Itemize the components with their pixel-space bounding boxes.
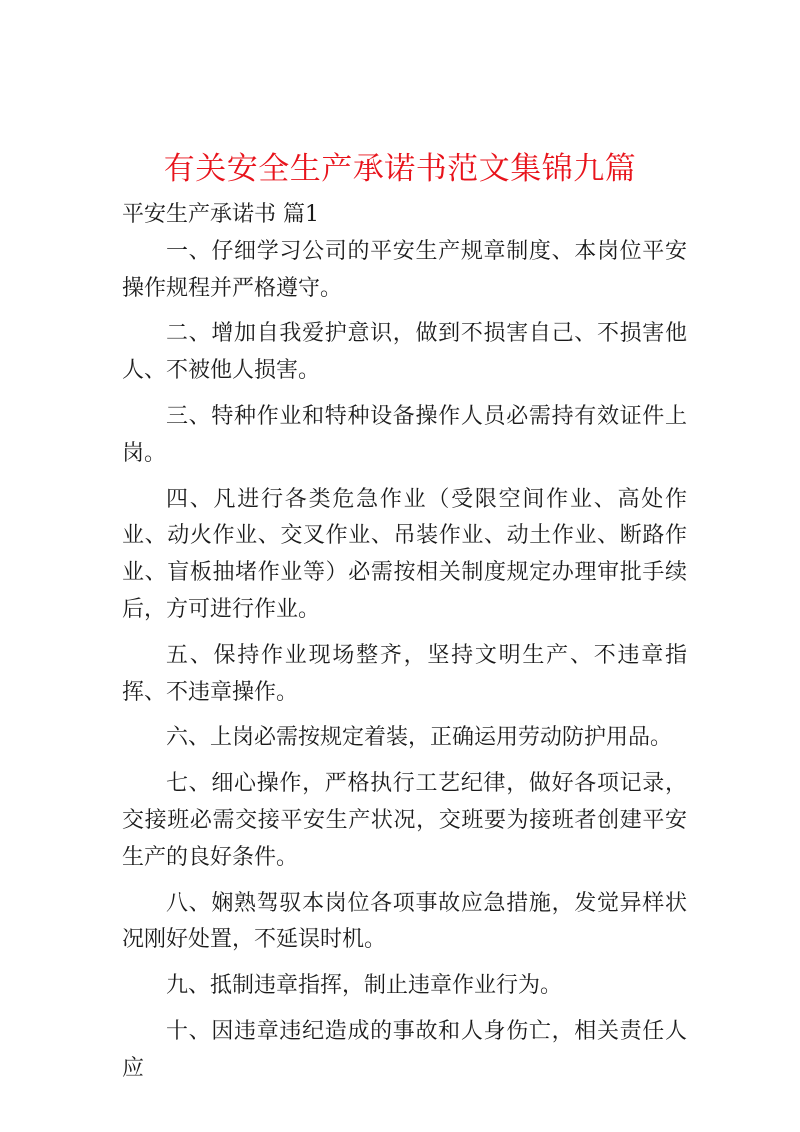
paragraph-10: 十、因违章违纪造成的事故和人身伤亡，相关责任人应 — [122, 1018, 687, 1081]
paragraph-1: 一、仔细学习公司的平安生产规章制度、本岗位平安操作规程并严格遵守。 — [122, 238, 687, 301]
paragraph-7: 七、细心操作，严格执行工艺纪律，做好各项记录，交接班必需交接平安生产状况，交班要为接班者创建平安生产的良好条件。 — [122, 771, 687, 870]
paragraph-9: 九、抵制违章指挥，制止违章作业行为。 — [166, 973, 563, 999]
paragraph-3: 三、特种作业和特种设备操作人员必需持有效证件上岗。 — [122, 403, 687, 466]
section-heading: 平安生产承诺书 篇1 — [122, 202, 319, 227]
paragraph-6: 六、上岗必需按规定着装，正确运用劳动防护用品。 — [166, 725, 673, 751]
document-title: 有关安全生产承诺书范文集锦九篇 — [163, 150, 637, 187]
paragraph-8: 八、娴熟驾驭本岗位各项事故应急措施，发觉异样状况刚好处置，不延误时机。 — [122, 890, 687, 953]
paragraph-5: 五、保持作业现场整齐，坚持文明生产、不违章指挥、不违章操作。 — [122, 642, 687, 705]
document-body — [122, 197, 687, 1097]
paragraph-2: 二、增加自我爱护意识，做到不损害自己、不损害他人、不被他人损害。 — [122, 321, 687, 384]
paragraph-4: 四、凡进行各类危急作业（受限空间作业、高处作业、动火作业、交叉作业、吊装作业、动土作业、断路作业、盲板抽堵作业等）必需按相关制度规定办理审批手续后，方可进行作业。 — [122, 486, 687, 622]
